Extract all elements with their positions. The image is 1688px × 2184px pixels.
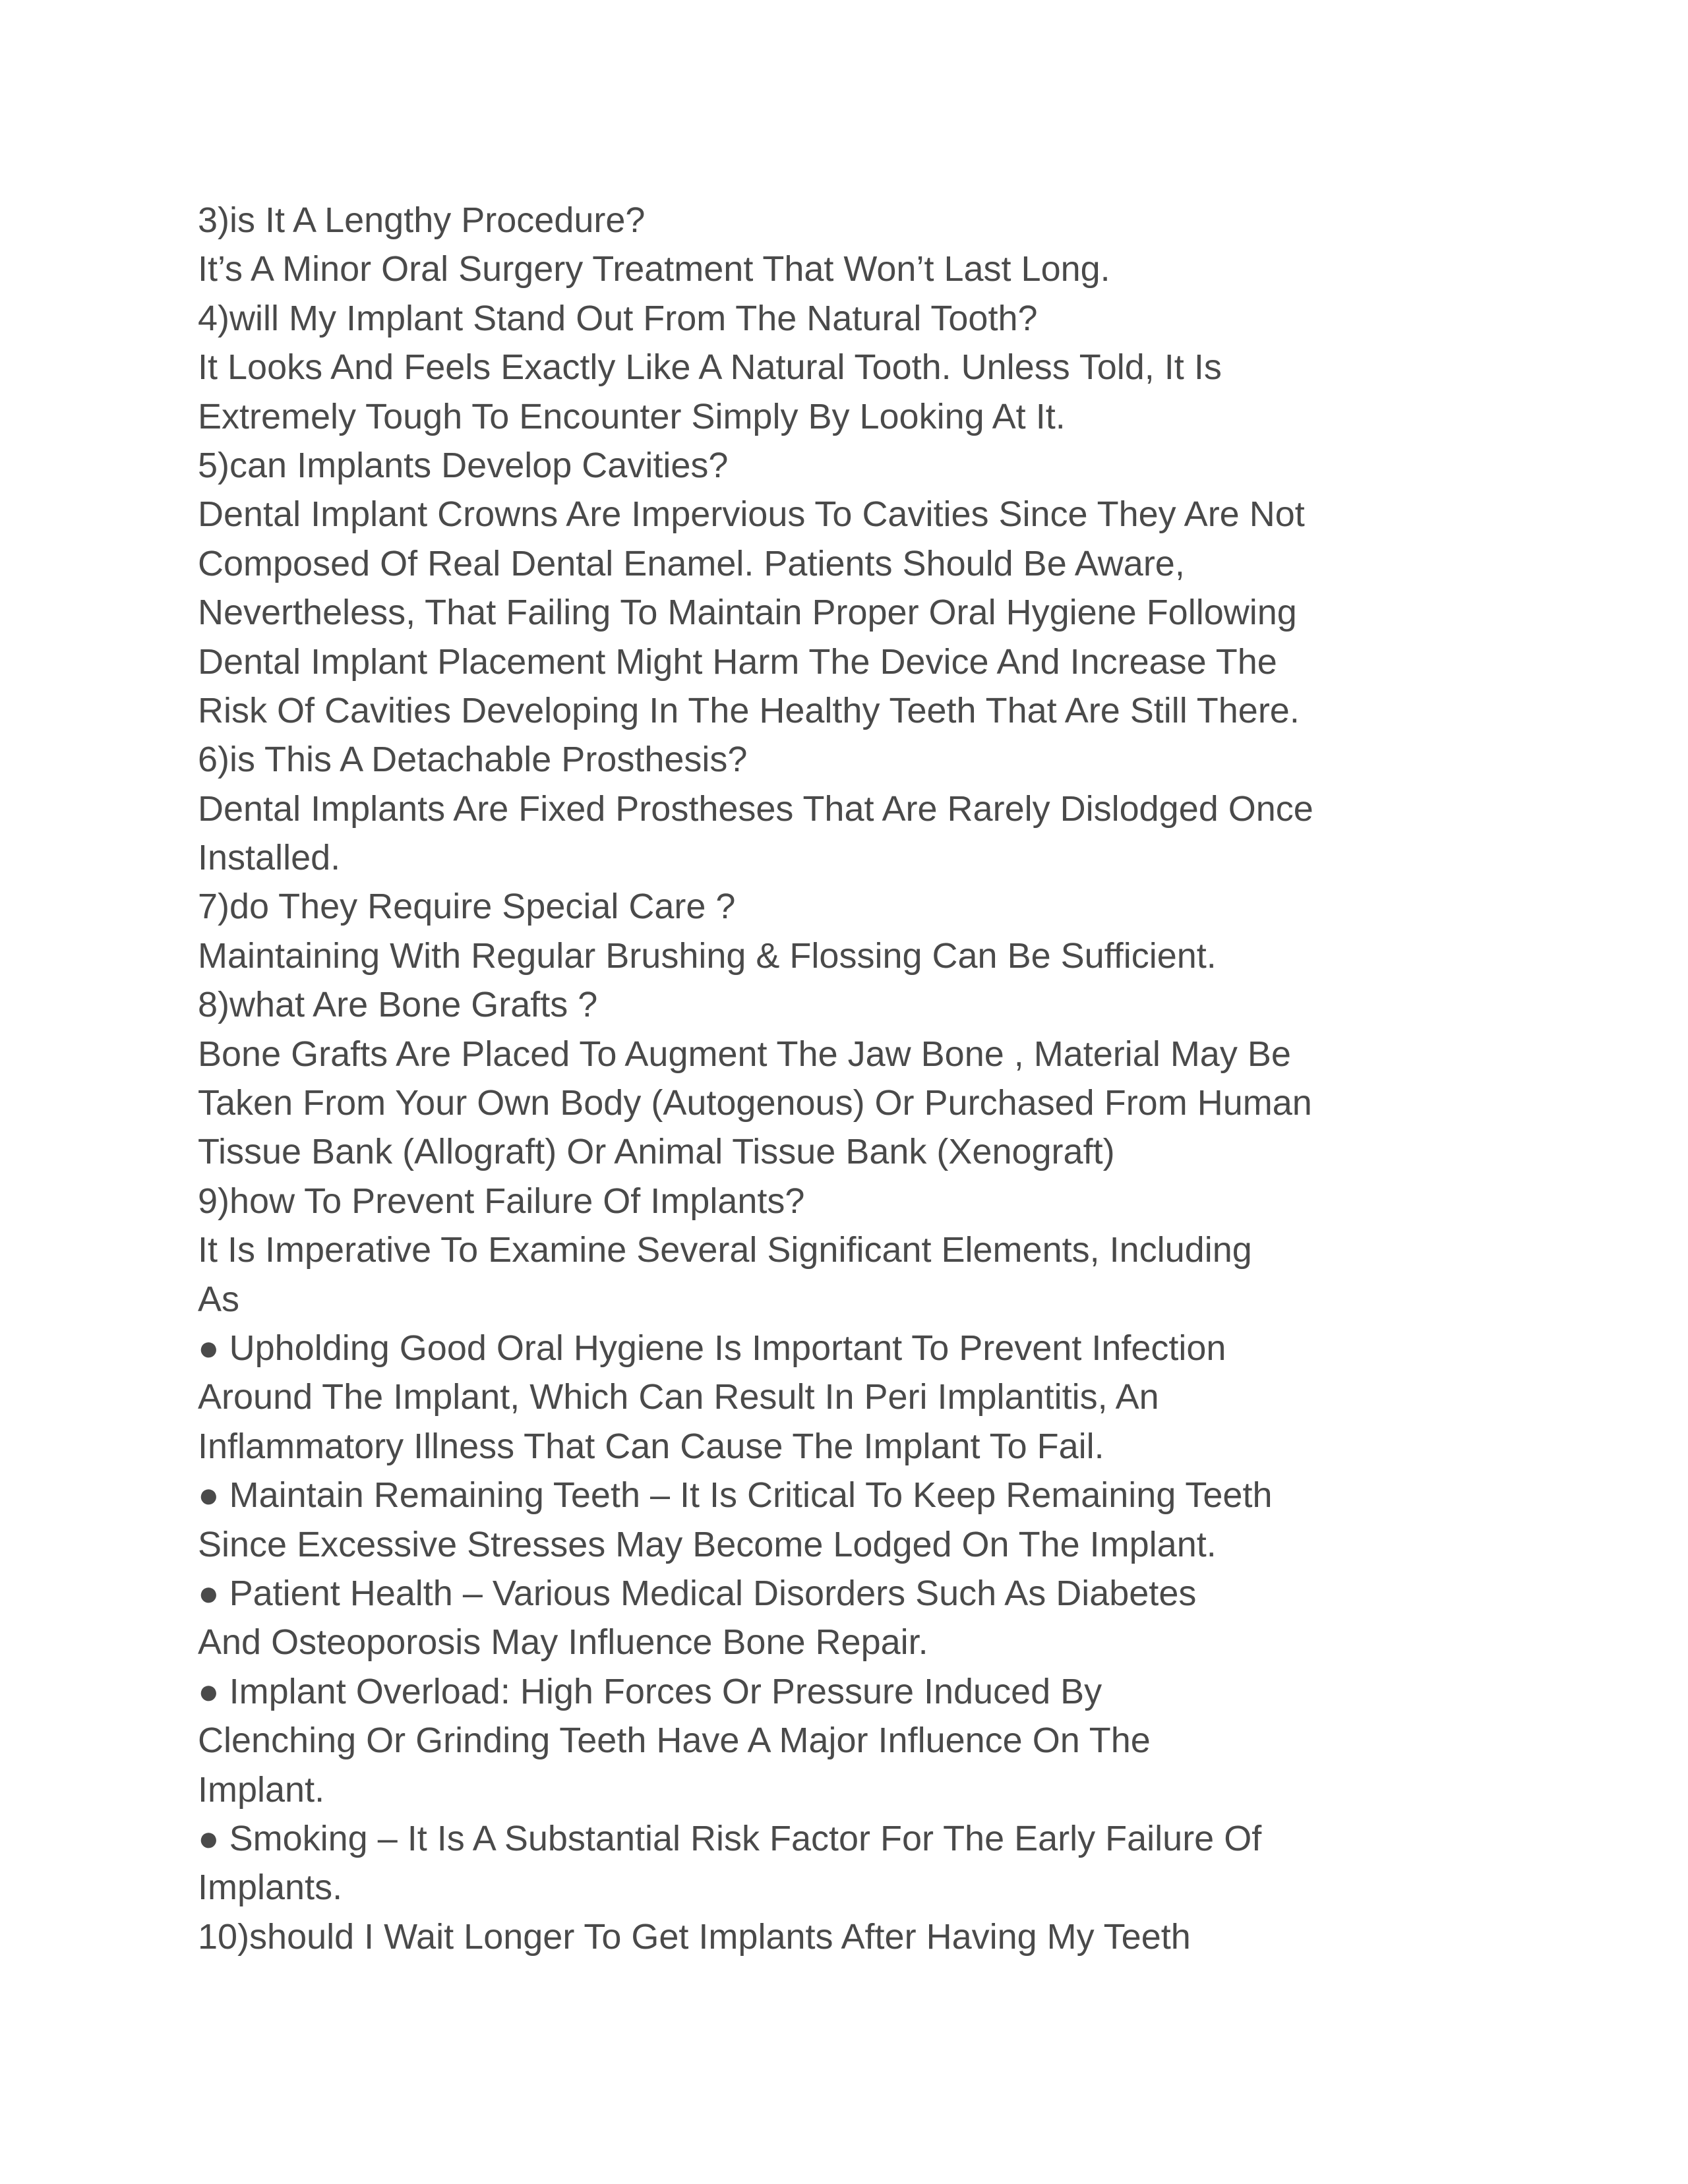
answer-text: It’s A Minor Oral Surgery Treatment That Won’t Last Long. <box>198 249 1110 289</box>
answer-text: Risk Of Cavities Developing In The Healthy Teeth That Are Still There. <box>198 690 1300 730</box>
answer-text: Extremely Tough To Encounter Simply By Looking At It. <box>198 396 1066 436</box>
bullet-item-continued: Inflammatory Illness That Can Cause The Implant To Fail. <box>198 1426 1104 1466</box>
answer-text: As <box>198 1279 240 1319</box>
question-heading: 3)is It A Lengthy Procedure? <box>198 200 646 240</box>
answer-text: Dental Implant Placement Might Harm The Device And Increase The <box>198 641 1277 682</box>
bullet-item: ● Upholding Good Oral Hygiene Is Important To Prevent Infection <box>198 1328 1226 1368</box>
bullet-item-continued: Clenching Or Grinding Teeth Have A Major Influence On The <box>198 1721 1151 1761</box>
question-heading: 9)how To Prevent Failure Of Implants? <box>198 1181 805 1221</box>
bullet-item-continued: Implants. <box>198 1868 343 1908</box>
answer-text: Composed Of Real Dental Enamel. Patients Should Be Aware, <box>198 543 1185 583</box>
bullet-item-continued: Around The Implant, Which Can Result In Peri Implantitis, An <box>198 1377 1159 1417</box>
bullet-item: ● Implant Overload: High Forces Or Pressure Induced By <box>198 1671 1102 1711</box>
answer-text: It Looks And Feels Exactly Like A Natural Tooth. Unless Told, It Is <box>198 347 1222 388</box>
bullet-item-continued: Implant. <box>198 1769 325 1810</box>
bullet-item: ● Smoking – It Is A Substantial Risk Factor For The Early Failure Of <box>198 1818 1262 1858</box>
question-heading: 8)what Are Bone Grafts ? <box>198 985 598 1025</box>
bullet-item-continued: Since Excessive Stresses May Become Lodged On The Implant. <box>198 1524 1217 1564</box>
bullet-item: ● Patient Health – Various Medical Disorders Such As Diabetes <box>198 1573 1197 1613</box>
answer-text: Tissue Bank (Allograft) Or Animal Tissue Bank (Xenograft) <box>198 1132 1115 1172</box>
bullet-item: ● Maintain Remaining Teeth – It Is Critical To Keep Remaining Teeth <box>198 1475 1273 1516</box>
answer-text: Dental Implants Are Fixed Prostheses That Are Rarely Dislodged Once <box>198 788 1313 829</box>
answer-text: Nevertheless, That Failing To Maintain Proper Oral Hygiene Following <box>198 593 1297 633</box>
answer-text: Dental Implant Crowns Are Impervious To Cavities Since They Are Not <box>198 494 1305 535</box>
answer-text: Installed. <box>198 838 341 878</box>
answer-text: Bone Grafts Are Placed To Augment The Jaw Bone , Material May Be <box>198 1034 1291 1074</box>
bullet-item-continued: And Osteoporosis May Influence Bone Repair. <box>198 1622 928 1663</box>
answer-text: It Is Imperative To Examine Several Significant Elements, Including <box>198 1230 1252 1270</box>
question-heading: 7)do They Require Special Care ? <box>198 887 736 927</box>
question-heading: 10)should I Wait Longer To Get Implants After Having My Teeth <box>198 1916 1191 1957</box>
question-heading: 4)will My Implant Stand Out From The Natural Tooth? <box>198 298 1038 338</box>
document-body <box>198 196 1464 1961</box>
question-heading: 6)is This A Detachable Prosthesis? <box>198 740 748 780</box>
answer-text: Maintaining With Regular Brushing & Flossing Can Be Sufficient. <box>198 935 1217 976</box>
answer-text: Taken From Your Own Body (Autogenous) Or Purchased From Human <box>198 1083 1312 1123</box>
question-heading: 5)can Implants Develop Cavities? <box>198 445 729 485</box>
